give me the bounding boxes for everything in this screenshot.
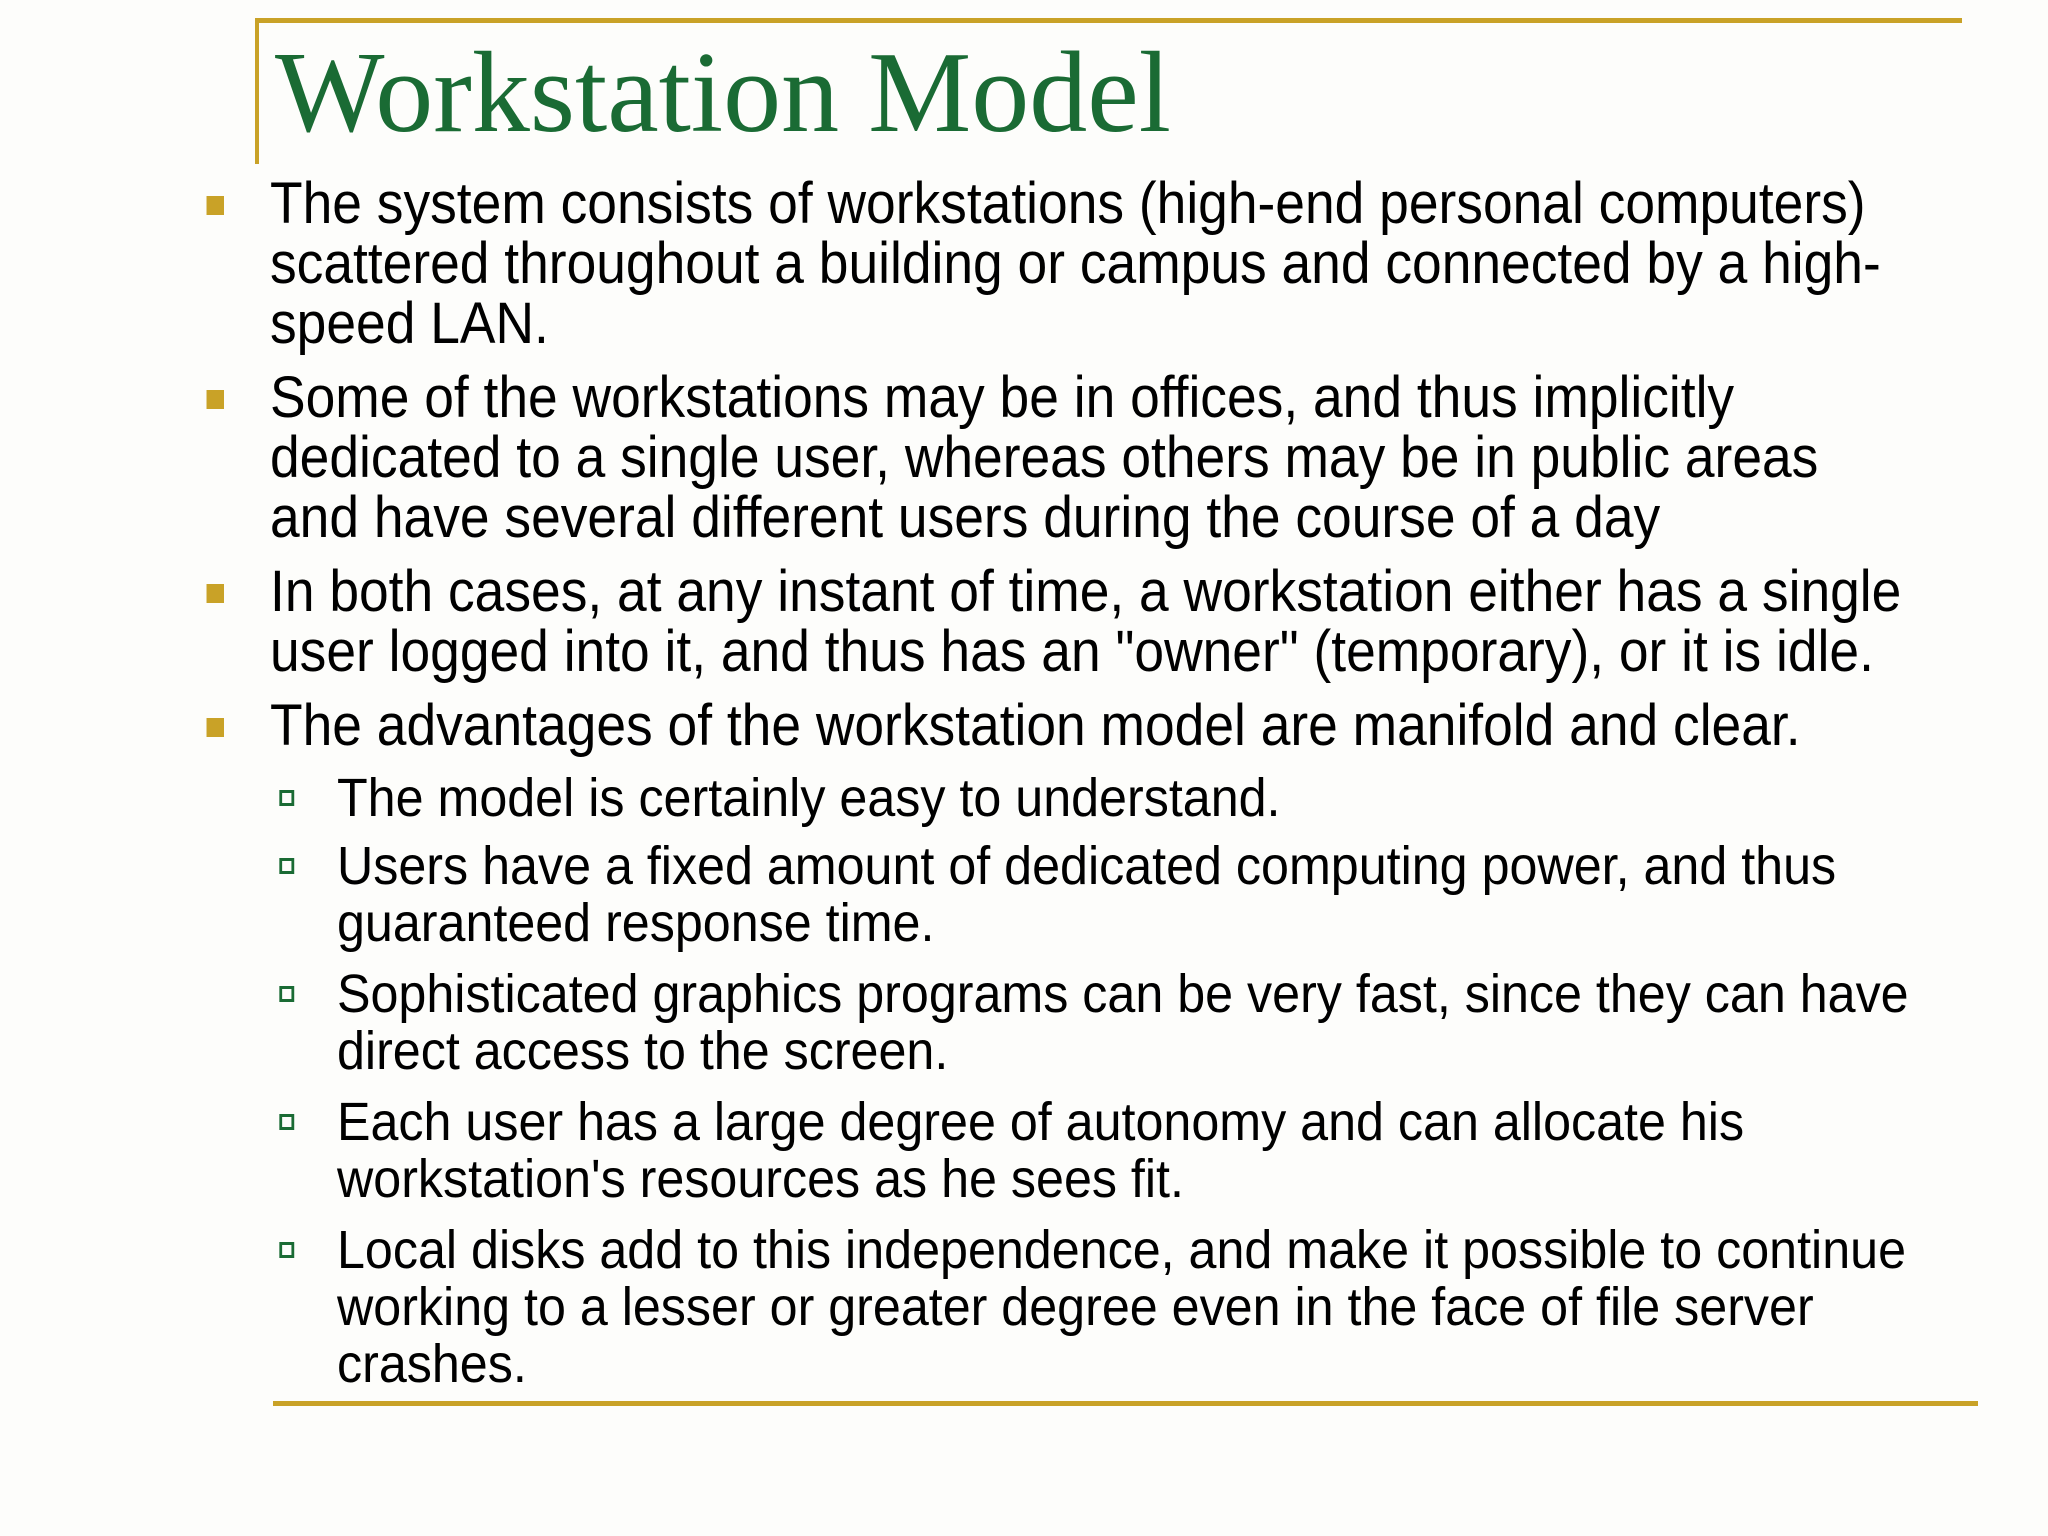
bullet-item — [270, 365, 1904, 550]
bullet-text: Some of the workstations may be in offices, and thus implicitly dedicated to a single user, whereas others may be in public areas and have several different users during the course of a day — [270, 365, 1819, 550]
bullet-item — [270, 559, 1904, 684]
square-bullet-icon — [207, 718, 224, 737]
bullet-item — [270, 693, 1904, 758]
hollow-square-bullet-icon — [279, 1242, 294, 1258]
bullet-text: The system consists of workstations (high-end personal computers) scattered throughout a building or campus and connected by a high-speed LAN. — [270, 171, 1881, 356]
sub-bullet-item — [337, 966, 1918, 1080]
square-bullet-icon — [207, 196, 224, 215]
hollow-square-bullet-icon — [279, 858, 294, 874]
sub-bullet-text: The model is certainly easy to understand. — [337, 768, 1281, 828]
sub-bullet-text: Each user has a large degree of autonomy and can allocate his workstation's resources as he sees fit. — [337, 1092, 1745, 1209]
left-rule — [255, 18, 259, 164]
hollow-square-bullet-icon — [279, 986, 294, 1002]
sub-bullet-text: Users have a fixed amount of dedicated computing power, and thus guaranteed response time. — [337, 836, 1837, 953]
sub-bullet-item — [337, 1094, 1918, 1208]
bullet-text: In both cases, at any instant of time, a workstation either has a single user logged into it, and thus has an "owner" (temporary), or it is idle. — [270, 559, 1902, 684]
slide-title: Workstation Model — [275, 29, 1171, 157]
top-rule — [255, 18, 1962, 23]
bottom-rule — [273, 1401, 1978, 1406]
square-bullet-icon — [207, 390, 224, 409]
bullet-item — [270, 171, 1904, 356]
bullet-text: The advantages of the workstation model are manifold and clear. — [270, 693, 1801, 758]
sub-bullet-text: Sophisticated graphics programs can be very fast, since they can have direct access to the screen. — [337, 964, 1909, 1081]
sub-bullet-item — [337, 838, 1918, 952]
sub-bullet-text: Local disks add to this independence, and make it possible to continue working to a lesser or greater degree even in the face of file server crashes. — [337, 1220, 1907, 1394]
hollow-square-bullet-icon — [279, 790, 294, 806]
sub-bullet-item — [337, 770, 1918, 827]
hollow-square-bullet-icon — [279, 1114, 294, 1130]
square-bullet-icon — [207, 584, 224, 603]
sub-bullet-item — [337, 1222, 1918, 1393]
